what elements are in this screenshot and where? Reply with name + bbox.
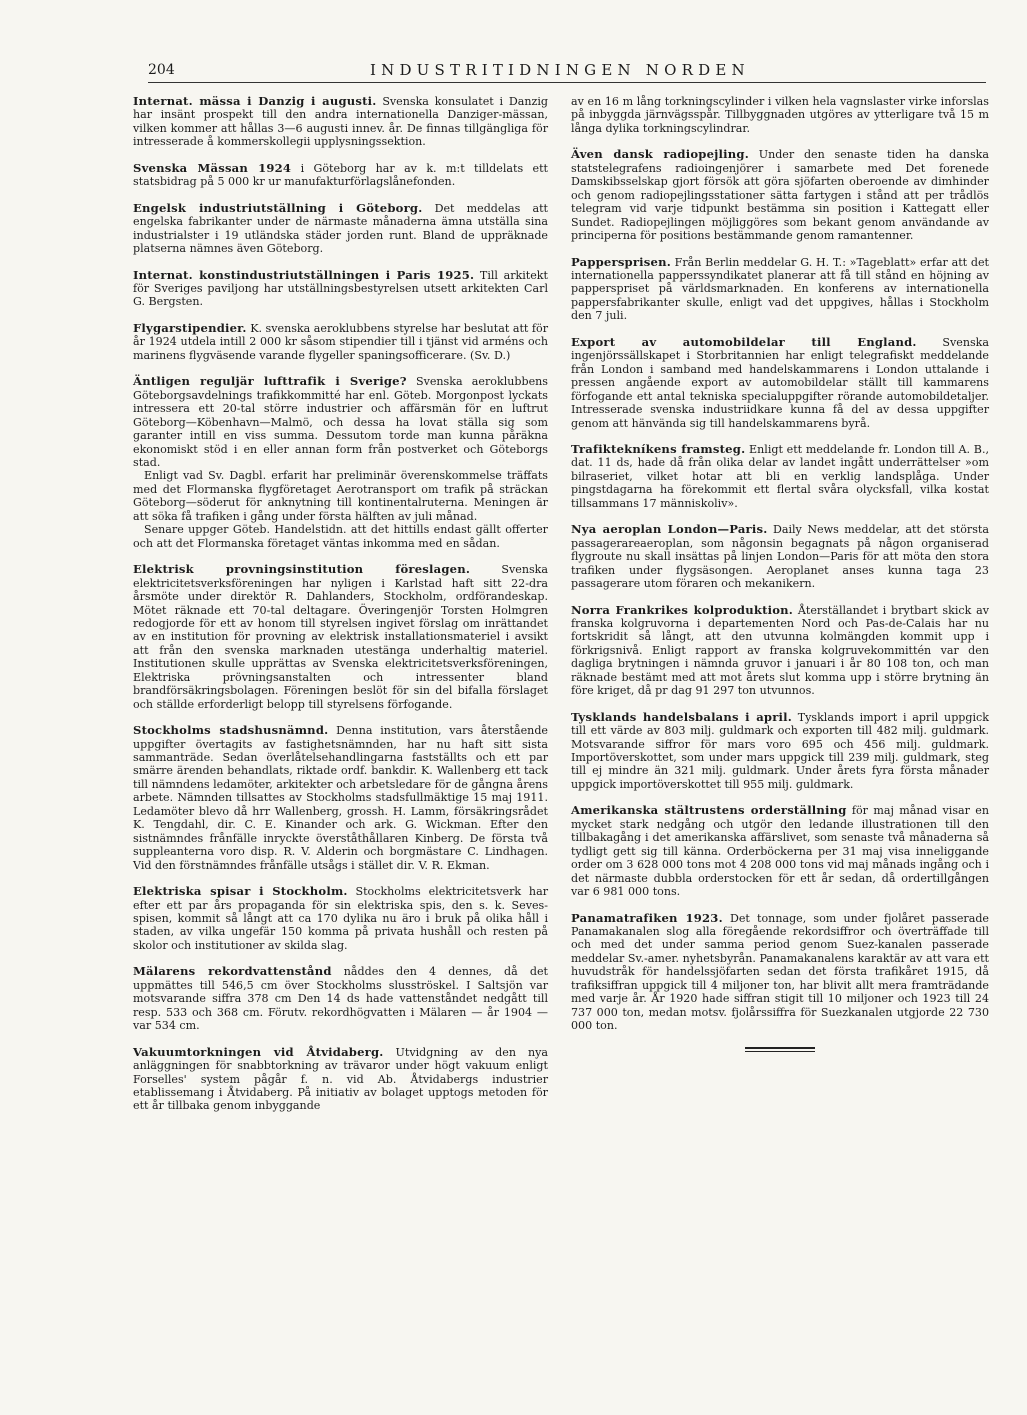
article-text: Till arkitekt för Sveriges paviljong har utställningsbestyrelsen utsett arkitekten Carl G. Bergsten. <box>133 268 548 309</box>
page-number: 204 <box>148 62 175 78</box>
article-text: Under den senaste tiden ha danska statstelegrafens radioingenjörer i samarbete med Det forenede Damskibsselskap gjort försök att göra sjöfarten oberoende av dimhinder och genom radiopejlingsstationer sätta fartygen i stånd att per trådlös telegram vid varje tidpunkt bestämma sin position i Kattegatt eller Sundet. Radiopejlingen möjliggöres som bekant genom användande av principerna för positions bestämmande genom ramantenner. <box>571 148 989 243</box>
article <box>133 724 548 872</box>
article-paragraph <box>133 563 548 711</box>
article-paragraph <box>571 443 989 510</box>
article-paragraph <box>133 95 548 149</box>
article-text: Denna institution, vars återstående uppgifter övertagits av fastighetsnämnden, har nu haft sitt sista sammanträde. Sedan överlåtelsehandlingarna fastställts och ett par smärre ärenden behandlats, riktade ordf. bankdir. K. Wallenberg ett tack till nämndens ledamöter, arkitekter och arbetsledare för de gångna årens arbete. Nämnden tillsattes av Stockholms stadsfullmäktige 15 maj 1911. Ledamöter blevo då hrr Wallenberg, grossh. H. Lamm, försäkringsrådet K. Tengdahl, dir. C. E. Kinander och ark. G. Wickman. Efter den sistnämndes frånfälle inryckte överståthållaren Kinberg. De första två suppleanterna voro disp. R. V. Alderin och borgmästare C. Lindhagen. Vid den förstnämndes frånfälle utsågs i stället dir. V. R. Ekman. <box>133 724 548 872</box>
article-paragraph <box>571 95 989 135</box>
article-paragraph <box>133 162 548 189</box>
article-headline: Panamatrafiken 1923. <box>571 910 723 925</box>
end-rule <box>745 1047 815 1052</box>
article <box>571 148 989 242</box>
article-paragraph <box>133 202 548 256</box>
article-paragraph <box>133 965 548 1032</box>
article-text: Utvidgning av den nya anläggningen för snabbtorkning av trävaror under högt vakuum enligt Forselles' system pågår f. n. vid Ab. Åtvidabergs industrier etablissemang i Åtvidaberg. På initiativ av bolaget upptogs metoden för ett år tillbaka genom inbyggande <box>133 1045 548 1113</box>
article <box>133 202 548 256</box>
article-paragraph <box>133 523 548 550</box>
article <box>133 885 548 952</box>
article <box>133 375 548 550</box>
article-text: Det tonnage, som under fjolåret passerade Panamakanalen slog alla föregående rekordsiffror och överträffade till och med det under samma period genom Suez-kanalen passerade meddelar Sv.-amer. nyhetsbyrån. Panamakanalens karaktär av att vara ett huvudstråk för handelssjöfarten sedan det första trafikåret 1915, då trafiksiffran uppgick till 4 miljoner ton, har blivit allt mera framträdande med varje år. År 1920 hade siffran stigit till 10 miljoner och 1923 till 24 737 000 ton, medan motsv. fjolårssiffra för Suezkanalen utgjorde 22 730 000 ton. <box>571 911 989 1033</box>
article-paragraph <box>133 1046 548 1113</box>
article <box>133 322 548 362</box>
article-text: Svenska aeroklubbens Göteborgsavdelnings trafikkommitté har enl. Göteb. Morgonpost lyckats intressera ett 20-tal större industrier och affärsmän för en luftrut Göteborg—Köbenhavn—Malmö, och dessa ha lovat ställa sig som garanter intill en viss summa. Dessutom torde man kunna påräkna ekonomiskt stöd i en eller annan form från postverket och Göteborgs stad. <box>133 375 548 469</box>
article <box>571 604 989 698</box>
article-text: Tysklands import i april uppgick till ett värde av 803 milj. guldmark och exporten till 482 milj. guldmark. Motsvarande siffror för mars voro 695 och 456 milj. guldmark. Importöverskottet, som under mars uppgick till 239 milj. guldmark, steg till ej mindre än 321 milj. guldmark. Under årets fyra första månader uppgick importöverskottet till 955 milj. guldmark. <box>571 710 989 791</box>
article-headline: Även dansk radiopejling. <box>571 147 749 162</box>
article-text: av en 16 m lång torkningscylinder i vilken hela vagnslaster virke inforslas på inbyggda järnvägsspår. Tillbyggnaden utgöres av ytterligare två 15 m långa dylika torkningscylindrar. <box>571 95 989 135</box>
article-text: Daily News meddelar, att det största passagerareaeroplan, som någonsin begagnats på någon organiserad flygroute nu skall insättas på linjen London—Paris för att möta den stora trafiken under flygsäsongen. Aeroplanet anses kunna taga 23 passagerare utom föraren och mekanikern. <box>571 523 989 591</box>
article-text: nåddes den 4 dennes, då det uppmättes till 546,5 cm över Stockholms slusströskel. I Saltsjön var motsvarande siffra 378 cm Den 14 ds hade vattenståndet nedgått till resp. 533 och 368 cm. Förutv. rekordhögvatten i Mälaren — år 1904 — var 534 cm. <box>133 965 548 1033</box>
article-paragraph <box>133 322 548 362</box>
article-headline: Äntligen reguljär lufttrafik i Sverige? <box>133 374 407 389</box>
article <box>571 256 989 323</box>
article <box>571 336 989 430</box>
article <box>133 95 548 149</box>
article-text: Svenska ingenjörssällskapet i Storbritannien har enligt telegrafiskt meddelande från London i samband med handelskammarens i London uttalande i pressen angående export av automobildelar ställt till kammarens förfogande ett antal tekniska specialuppgifter rörande automobildetaljer. Intresserade svenska industriidkare kunna få del av dessa uppgifter genom att hänvända sig till handelskammarens byrå. <box>571 335 989 430</box>
article-paragraph <box>133 885 548 952</box>
article-text: Svenska konsulatet i Danzig har insänt prospekt till den andra internationella Danziger-mässan, vilken kommer att hållas 3—6 augusti innev. år. De finnas tillgängliga för intresserade å kommerskollegii upplysningssektion. <box>133 95 548 149</box>
article-headline: Tysklands handelsbalans i april. <box>571 709 792 724</box>
article-text: K. svenska aeroklubbens styrelse har beslutat att för år 1924 utdela intill 2 000 kr såsom stipendier till i tjänst vid arméns och marinens flygväsende varande flygeller spaningsofficerare. (Sv. D.) <box>133 321 548 362</box>
article <box>571 443 989 510</box>
article-text: Svenska elektricitetsverksföreningen har nyligen i Karlstad haft sitt 22-dra årsmöte under direktör R. Dahlanders, Stockholm, ordförandeskap. Mötet räknade ett 70-tal deltagare. Överingenjör Torsten Holmgren redogjorde för ett av honom till styrelsen ingivet förslag om inrättandet av en institution för provning av elektrisk installationsmateriel i avsikt att från den svenska marknaden utestänga underhaltig materiel. Institutionen skulle upprättas av Svenska elektricitetsverksföreningen, Elektriska prövningsanstalten och intressenter bland brandförsäkringsbolagen. Föreningen beslöt för sin del bifalla förslaget och ställde erforderligt belopp till styrelsens förfogande. <box>133 563 548 711</box>
article-headline: Trafiktekníkens framsteg. <box>571 441 746 456</box>
article-headline: Amerikanska stältrustens orderställning <box>571 803 847 818</box>
article <box>133 965 548 1032</box>
article-text: Stockholms elektricitetsverk har efter ett par års propaganda för sin elektriska spis, den s. k. Seves-spisen, kommit så långt att ca 170 dylika nu äro i bruk på olika håll i staden, av vilka ungefär 150 komma på privata hushåll och resten på skolor och institutioner av skilda slag. <box>133 885 548 952</box>
article-text: Enligt vad Sv. Dagbl. erfarit har preliminär överenskommelse träffats med det Flormanska flygföretaget Aerotransport om trafik på sträckan Göteborg—söderut för anknytning till kontinentalruterna. Meningen är att söka få trafiken i gång under första hälften av juli månad. <box>133 469 548 523</box>
article-text: Återställandet i brytbart skick av franska kolgruvorna i departementen Nord och Pas-de-Calais har nu fortskridit så långt, att den utvunna kolmängden kommit upp i förkrigsnivå. Enligt rapport av franska kolgruvekommittén var den dagliga brytningen i nämnda gruvor i januari i år 80 108 ton, och man räknade bestämt med att mot årets slut komma upp i större brytning än före kriget, då pr dag 91 297 ton utvunnos. <box>571 603 989 698</box>
article-headline: Norra Frankrikes kolproduktion. <box>571 602 794 617</box>
article-paragraph <box>133 724 548 872</box>
article-headline: Stockholms stadshusnämnd. <box>133 723 329 738</box>
article <box>571 804 989 898</box>
article-headline: Engelsk industriutställning i Göteborg. <box>133 200 423 215</box>
article-paragraph <box>571 804 989 898</box>
article <box>133 1046 548 1113</box>
article-headline: Pappersprisen. <box>571 254 671 269</box>
article <box>133 162 548 189</box>
article-headline: Export av automobildelar till England. <box>571 334 917 349</box>
article-headline: Vakuumtorkningen vid Åtvidaberg. <box>133 1044 384 1059</box>
article <box>133 269 548 309</box>
article-paragraph <box>571 336 989 430</box>
article-headline: Elektrisk provningsinstitution föreslagen. <box>133 562 471 577</box>
right-column <box>571 95 989 1052</box>
article-paragraph <box>571 256 989 323</box>
article-headline: Mälarens rekordvattenstånd <box>133 964 332 979</box>
article-headline: Nya aeroplan London—Paris. <box>571 522 768 537</box>
article <box>571 912 989 1033</box>
article-headline: Elektriska spisar i Stockholm. <box>133 884 348 899</box>
article-paragraph <box>571 523 989 590</box>
article-text: Senare uppger Göteb. Handelstidn. att det hittills endast gällt offerter och att det Flormanska företaget väntas inkomma med en sådan. <box>133 523 548 550</box>
article-headline: Internat. mässa i Danzig i augusti. <box>133 94 377 108</box>
article-paragraph <box>571 711 989 792</box>
article-text: i Göteborg har av k. m:t tilldelats ett statsbidrag på 5 000 kr ur manufakturförlagslånefonden. <box>133 161 549 189</box>
article-text: för maj månad visar en mycket stark nedgång och utgör den ledande illustrationen till den tillbakagång i det amerikanska affärslivet, som senaste två månaderna så tydligt gett sig till känna. Orderböckerna per 31 maj visa inneliggande order om 3 628 000 tons mot 4 208 000 tons vid maj månads ingång och i det närmaste dubbla orderstocken för ett år sedan, då ordertillgången var 6 981 000 tons. <box>571 804 989 899</box>
header-rule <box>148 82 986 83</box>
article-text: Från Berlin meddelar G. H. T.: »Tageblatt» erfar att det internationella papperssyndikatet planerar att få till stånd en höjning av papperspriset på världsmarknaden. En konferens av internationella pappersfabrikanter skulle, enligt vad det uppgives, hållas i Stockholm den 7 juli. <box>571 255 989 323</box>
article-headline: Svenska Mässan 1924 <box>133 160 292 175</box>
article-headline: Internat. konstindustriutställningen i Paris 1925. <box>133 267 475 282</box>
article-paragraph <box>133 269 548 309</box>
article-paragraph <box>571 604 989 698</box>
journal-title: INDUSTRITIDNINGEN NORDEN <box>370 61 750 79</box>
article-paragraph <box>571 148 989 242</box>
article <box>571 523 989 590</box>
article-headline: Flygarstipendier. <box>133 320 247 335</box>
article-paragraph <box>133 469 548 523</box>
page-header <box>148 60 986 86</box>
article <box>571 95 989 135</box>
article <box>133 563 548 711</box>
article <box>571 711 989 792</box>
article-paragraph <box>571 912 989 1033</box>
article-text: Enligt ett meddelande fr. London till A. B., dat. 11 ds, hade då från olika delar av landet ingått underrättelser »om bilraseriet, vilket hotar att bli en verklig landsplåga. Under pingstdagarna ha förekommit ett flertal svåra olycksfall, vilka kostat tillsammans 17 människoliv». <box>571 442 989 510</box>
article-paragraph <box>133 375 548 469</box>
article-text: Det meddelas att engelska fabrikanter under de närmaste månaderna ämna utställa sina industrialster i 19 utländska städer jorden runt. Bland de uppräknade platserna nämnes även Göteborg. <box>133 201 548 256</box>
left-column <box>133 95 548 1126</box>
